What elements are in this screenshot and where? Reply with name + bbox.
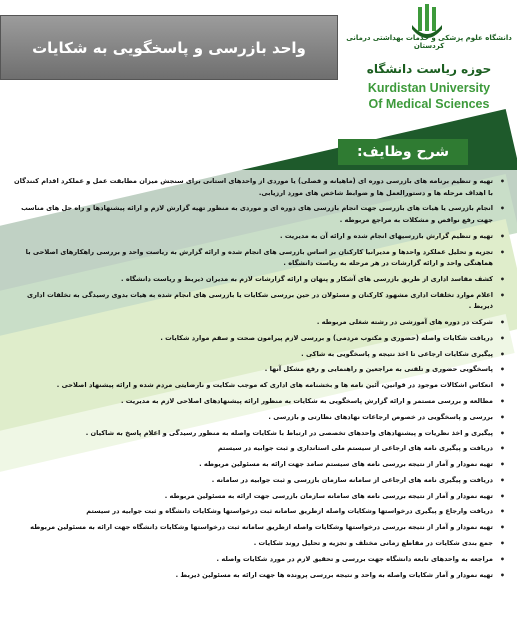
- list-item: • شرکت در دوره های آموزشی در رشته شغلی مربوطه .: [12, 317, 505, 329]
- list-item: • دریافت و پیگیری نامه های ارجاعی از سیستم ملی استانداری و ثبت جوابیه در سیستم: [12, 443, 505, 455]
- list-item: • تجزیه و تحلیل عملکرد واحدها و مدیرانیا کارکنان بر اساس بازرسی های انجام شده و ارائه گزارش به ریاست واحد و بررسی راهکارهای اصلاحی با هماهنگی واحد و ارائه گزارشات در هر مرحله به ریاست دانشگاه .: [12, 247, 505, 270]
- list-item: • دریافت شکایات واصله (حضوری و مکتوب مردمی) و بررسی لازم پیرامون صحت و سقم موارد شکایات .: [12, 333, 505, 345]
- list-item: • اعلام موارد تخلفات اداری مشهود کارکنان و مسئولان در حین بررسی شکایات یا بازرسی های انجام شده به هیات بدوی رسیدگی به تخلفات اداری ذیربط .: [12, 290, 505, 313]
- university-name-line2: Of Medical Sciences: [368, 97, 490, 111]
- page-title: واحد بازرسی و پاسخگویی به شکایات: [32, 38, 306, 57]
- list-item: • تهیه نمودار و آمار از نتیجه بررسی نامه های سیستم سامد جهت ارائه به مسئولین مربوطه .: [12, 459, 505, 471]
- list-item: • انعکاس اشکالات موجود در قوانین، آئین نامه ها و بخشنامه های اداری که موجب شکایت و نارضایتی مردم شده و ارائه پیشنهاد اصلاحی .: [12, 380, 505, 392]
- office-name: حوزه ریاست دانشگاه: [366, 62, 492, 76]
- list-item: • تهیه نمودار و آمار شکایات واصله به واحد و نتیجه بررسی پرونده ها جهت ارائه به مسئولین ذیربط .: [12, 570, 505, 582]
- list-item: • دریافت وارجاع و پیگیری درخواستها وشکایات واصله ازطریق سامانه ثبت درخواستها وشکایات دانشگاه و ثبت جوابیه در سیستم: [12, 506, 505, 518]
- list-item: • دریافت و پیگیری نامه های ارجاعی از سامانه سازمان بازرسی و ثبت جوابیه در سامانه .: [12, 475, 505, 487]
- duties-list: [12, 176, 505, 585]
- list-item: • پاسخگویی حضوری و تلفنی به مراجعین و راهنمایی و رفع مشکل آنها .: [12, 364, 505, 376]
- section-title: شرح وظایف:: [356, 144, 450, 160]
- list-item: • تهیه نمودار و آمار از نتیجه بررسی درخواستها وشکایات واصله ازطریق سامانه ثبت درخواستها وشکایات دانشگاه جهت ارائه به مسئولین مربوطه: [12, 522, 505, 534]
- university-name-en: [345, 80, 513, 112]
- list-item: • تهیه نمودار و آمار از نتیجه بررسی نامه های سامانه سازمان بازرسی جهت ارائه به مسئولین مربوطه .: [12, 491, 505, 503]
- list-item: • تهیه و تنظیم برنامه های بازرسی دوره ای (ماهیانه و فصلی) یا موردی از واحدهای استانی برای سنجش میزان مطابقت عمل و عملکرد اقدام کنندگان با اهداف مرحله ها و دستورالعمل ها و ضوابط شاخص های مورد ارزیابی.: [12, 176, 505, 199]
- list-item: • پیگیری شکایات ارجاعی تا اخذ نتیجه و پاسخگویی به شاکی .: [12, 349, 505, 361]
- list-item: • جمع بندی شکایات در مقاطع زمانی مختلف و تجزیه و تحلیل روند شکایات .: [12, 538, 505, 550]
- university-name-line1: Kurdistan University: [367, 81, 491, 95]
- list-item: • انجام بازرسی یا هیات های بازرسی جهت انجام بازرسی های دوره ای و موردی به منظور تهیه گزارش لازم و ارائه پیشنهادها و راه حل های مناسب جهت رفع نواقص و مشکلات به مراجع مربوطه .: [12, 203, 505, 226]
- list-item: • مطالعه و بررسی مستمر و ارائه گزارش پاسخگویی به شکایات به منظور ارائه پیشنهادهای اصلاحی لازم به مدیریت .: [12, 396, 505, 408]
- list-item: • بررسی و پاسخگویی در خصوص ارجاعات نهادهای نظارتی و بازرسی .: [12, 412, 505, 424]
- logo-caption: دانشگاه علوم پزشکی و خدمات بهداشتی درمانی کردستان: [346, 34, 512, 50]
- list-item: • کشف مفاسد اداری از طریق بازرسی های آشکار و پنهان و ارائه گزارشات لازم به مدیران ذیربط و ریاست دانشگاه .: [12, 274, 505, 286]
- section-heading-box: [338, 139, 468, 165]
- list-item: • مراجعه به واحدهای تابعه دانشگاه جهت بررسی و تحقیق لازم در مورد شکایات واصله .: [12, 554, 505, 566]
- list-item: • پیگیری و اخذ نظریات و پیشنهادهای واحدهای تخصصی در ارتباط با شکایات واصله به منظور رسیدگی و اعلام پاسخ به شاکیان .: [12, 428, 505, 440]
- header-banner: [0, 15, 338, 80]
- list-item: • تهیه و تنظیم گزارش بازرسیهای انجام شده و ارائه آن به مدیریت .: [12, 231, 505, 243]
